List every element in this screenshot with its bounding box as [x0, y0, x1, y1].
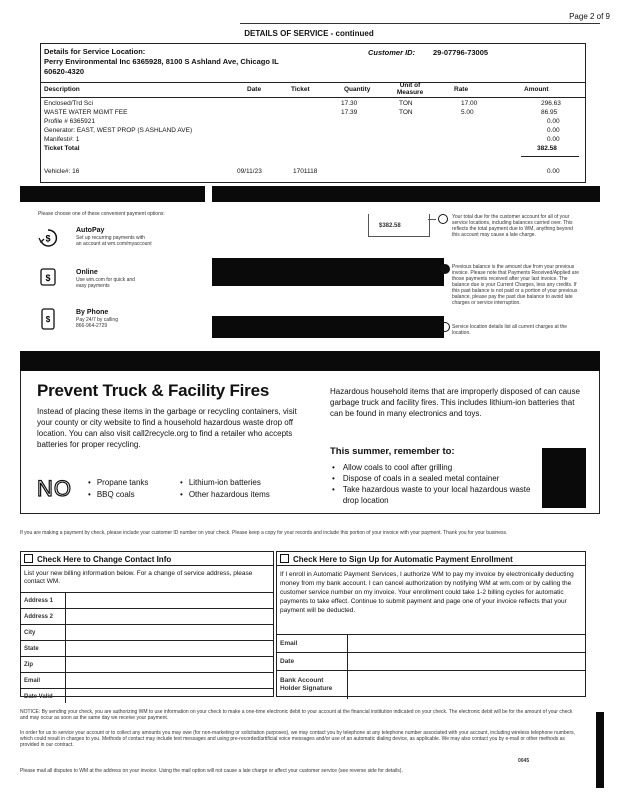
row-amount: 86.95 — [541, 109, 558, 116]
footer-dispute: Please mail all disputes to WM at the address on your invoice. Using the mail option will not cause a late charge or affect your customer service (see reverse side for details). — [20, 768, 403, 774]
field-label: Address 1 — [24, 598, 54, 604]
scan-edge-mark — [596, 712, 604, 788]
field-label: City — [24, 630, 36, 636]
row-amount: 0.00 — [547, 118, 560, 125]
summary-box — [368, 214, 430, 237]
online-icon — [39, 268, 57, 286]
row-desc: Profile # 6365921 — [44, 118, 95, 125]
autopay-line2: an account at wm.com/myaccount — [76, 241, 152, 247]
field-label: Date Valid — [24, 694, 53, 700]
form-field[interactable] — [277, 634, 585, 652]
row-amount: 0.00 — [547, 127, 560, 134]
autopay-line1: Set up recurring payments with — [76, 235, 145, 241]
form-field[interactable] — [21, 672, 273, 688]
promo-right-text: Hazardous household items that are improperly disposed of can cause garbage truck and facility fires. This includes lithium-ion batteries that can be found in many electronics and toys. — [330, 387, 580, 418]
no-item-text: • Other hazardous items — [180, 490, 270, 499]
field-label: Email — [24, 678, 41, 684]
online-option[interactable] — [38, 268, 198, 289]
row-unit: TON — [399, 109, 413, 116]
form-field[interactable] — [21, 608, 273, 624]
row-qty: 17.39 — [341, 109, 358, 116]
summer-item: • Take hazardous waste to your local hazardous waste drop location — [332, 484, 538, 506]
form-field[interactable] — [277, 670, 585, 699]
no-item-text: • Propane tanks — [88, 478, 148, 487]
return-note: If you are making a payment by check, please include your customer ID number on your check. Please keep a copy for your records and include this portion of your invoice with your payment. Thank you for your business. — [20, 530, 508, 536]
row-desc: WASTE WATER MGMT FEE — [44, 109, 128, 116]
no-item — [88, 490, 135, 499]
autopay-terms: If I enroll in Automatic Payment Services, I authorize WM to pay my invoice by electronically deducting money from my bank account. I can cancel authorization by notifying WM at wm.com or by calling the customer service number on my invoice. Your enrollment could take 1-2 billing cycles for automatic payments to take effect. Continue to submit payment and page one of your invoice reflects that your payment will be deducted. — [280, 571, 574, 614]
online-title: Online — [76, 269, 98, 276]
amount-shown: $382.58 — [379, 223, 401, 229]
contact-form-header[interactable] — [21, 552, 273, 566]
autopay-title: AutoPay — [76, 227, 105, 234]
autopay-option[interactable] — [38, 226, 198, 247]
location-line1: Perry Environmental Inc 6365928, 8100 S Ashland Ave, Chicago IL — [44, 57, 279, 66]
row-rate: 5.00 — [461, 109, 474, 116]
promo-image-redacted — [542, 448, 586, 508]
promo-left-text: Instead of placing these items in the garbage or recycling containers, visit your county or city website to find a household hazardous waste drop off location. You can also visit call2recycle.org to find a retailer who accepts batteries for proper recycling. — [37, 407, 297, 449]
form-field[interactable] — [21, 656, 273, 672]
form-field[interactable] — [277, 652, 585, 670]
summer-item-text: Take hazardous waste to your local hazardous waste drop location — [342, 485, 531, 505]
field-label: Zip — [24, 662, 33, 668]
no-item — [180, 490, 270, 499]
no-item — [88, 478, 148, 487]
no-item-text: • Lithium-ion batteries — [180, 478, 261, 487]
footer-notice: NOTICE: By sending your check, you are authorizing WM to use information on your check to make a one-time electronic debit to your account at the financial institution indicated on your check. The electronic debit will be for the amount of your check and may occur as soon as the same day we receive your payment. — [20, 709, 573, 721]
contact-fields — [21, 592, 273, 703]
location-line2: 60620-4320 — [44, 67, 85, 76]
row-amount: 296.63 — [541, 100, 561, 107]
field-label: State — [24, 646, 39, 652]
col-rate: Rate — [454, 86, 469, 93]
phone-icon — [41, 308, 55, 330]
field-label: Email — [280, 640, 298, 647]
svg-text:$: $ — [45, 233, 51, 244]
payment-intro: Please choose one of these convenient payment options: — [38, 211, 165, 217]
note-3: Service location details list all current charges at the location. — [452, 324, 568, 336]
row-rate: 17.00 — [461, 100, 478, 107]
summer-item-text: Dispose of coals in a sealed metal container — [342, 474, 500, 483]
note-marker-3 — [440, 322, 450, 332]
promo-title: Prevent Truck & Facility Fires — [37, 381, 270, 400]
online-line1: Use wm.com for quick and — [76, 277, 135, 283]
summer-item-text: Allow coals to cool after grilling — [342, 463, 453, 472]
contact-intro: List your new billing information below. For a change of service address, please contact WM. — [24, 570, 253, 585]
phone-title: By Phone — [76, 309, 109, 316]
row-amount: 382.58 — [537, 145, 557, 152]
header-rule — [240, 23, 600, 24]
row-unit: TON — [399, 100, 413, 107]
svg-text:$: $ — [45, 315, 51, 324]
note-marker-1 — [438, 214, 448, 224]
summer-title: This summer, remember to: — [330, 446, 455, 457]
note-2: Previous balance is the amount due from your previous invoice. Please note that Payments Received/Applied are those payments received after your last invoice. The balance due is your Current Charges, less any credits. If this past balance is not paid or a portion of your previous balance, please pay the past due balance to avoid late charges or service interruption. — [452, 264, 580, 306]
note-1: Your total due for the customer account for all of your service locations, including balances carried over. This reflects the total payment due to WM, anything beyond this account may cause a late charge. — [452, 214, 573, 238]
location-heading: Details for Service Location: — [44, 47, 146, 56]
col-amount: Amount — [524, 86, 549, 93]
page-label: Page 2 of 9 — [569, 12, 610, 21]
row-desc: Enclosed/Trd Sci — [44, 100, 93, 107]
row-desc: Ticket Total — [44, 145, 80, 152]
table-header-bottom — [41, 97, 585, 98]
redacted-block-2 — [212, 316, 444, 338]
row-amount: 0.00 — [547, 168, 560, 175]
svg-text:$: $ — [45, 273, 51, 283]
col-quantity: Quantity — [344, 86, 371, 93]
row-desc: Generator: EAST, WEST PROP (S ASHLAND AVE) — [44, 127, 193, 134]
field-label: Address 2 — [24, 614, 54, 620]
row-amount: 0.00 — [547, 136, 560, 143]
note-marker-2 — [440, 264, 450, 274]
footer-paragraph: In order for us to service your account or to collect any amounts you may owe (for non-marketing or solicitation purposes), we may contact you by telephone at any telephone number associated with your account, including wireless telephone numbers, which could result in charges to you. Methods of contact may include text messages and using pre-recorded/artificial voice messages and/or use of an automatic dialing device, as applicable. We may also contact you by e-mail or other methods as provided in our contract. — [20, 730, 576, 748]
no-item — [180, 478, 261, 487]
footer-code: 0045 — [518, 758, 530, 764]
phone-line2: 866-964-2729 — [76, 323, 108, 329]
ticket-total-rule — [521, 156, 579, 157]
col-unit: Unit of Measure — [396, 82, 424, 96]
autopay-form — [276, 551, 586, 697]
details-table — [40, 43, 586, 183]
field-label: Date — [280, 658, 295, 665]
autopay-form-header[interactable] — [277, 552, 585, 566]
form-field[interactable] — [21, 624, 273, 640]
phone-line1: Pay 24/7 by calling — [76, 317, 118, 323]
field-label: Bank Account Holder Signature — [280, 677, 333, 692]
row-qty: 17.30 — [341, 100, 358, 107]
contact-form — [20, 551, 274, 700]
no-label: NO — [37, 476, 72, 501]
row-ticket: 1701118 — [293, 168, 318, 175]
col-date: Date — [247, 86, 262, 93]
form-field[interactable] — [21, 688, 273, 703]
table-header-top — [41, 82, 585, 83]
autopay-icon — [38, 228, 58, 248]
redacted-block-1 — [212, 258, 444, 286]
col-ticket: Ticket — [291, 86, 310, 93]
payment-bar-left — [20, 186, 205, 202]
form-field[interactable] — [21, 592, 273, 608]
customer-id: 29-07796-73005 — [433, 48, 489, 57]
form-field[interactable] — [21, 640, 273, 656]
promo-bar — [20, 351, 600, 371]
row-desc: Vehicle#: 16 — [44, 168, 80, 175]
no-item-text: • BBQ coals — [88, 490, 135, 499]
contact-checkbox[interactable] — [24, 554, 33, 563]
summary-connector-1 — [428, 219, 436, 220]
autopay-checkbox[interactable] — [280, 554, 289, 563]
customer-id-label: Customer ID: — [368, 48, 416, 57]
col-description: Description — [44, 86, 80, 93]
payment-bar-right — [212, 186, 600, 202]
row-desc: Manifest#: 1 — [44, 136, 80, 143]
row-date: 09/11/23 — [237, 168, 262, 175]
autopay-fields — [277, 634, 585, 699]
section-title: DETAILS OF SERVICE - continued — [244, 29, 374, 38]
online-line2: easy payments — [76, 283, 110, 289]
autopay-form-title: Check Here to Sign Up for Automatic Payment Enrollment — [293, 555, 513, 564]
contact-form-title: Check Here to Change Contact Info — [37, 555, 172, 564]
summer-item: • Allow coals to cool after grilling — [332, 463, 453, 472]
summer-item: • Dispose of coals in a sealed metal container — [332, 474, 500, 483]
summer-list — [332, 462, 538, 506]
phone-option[interactable] — [38, 308, 198, 329]
